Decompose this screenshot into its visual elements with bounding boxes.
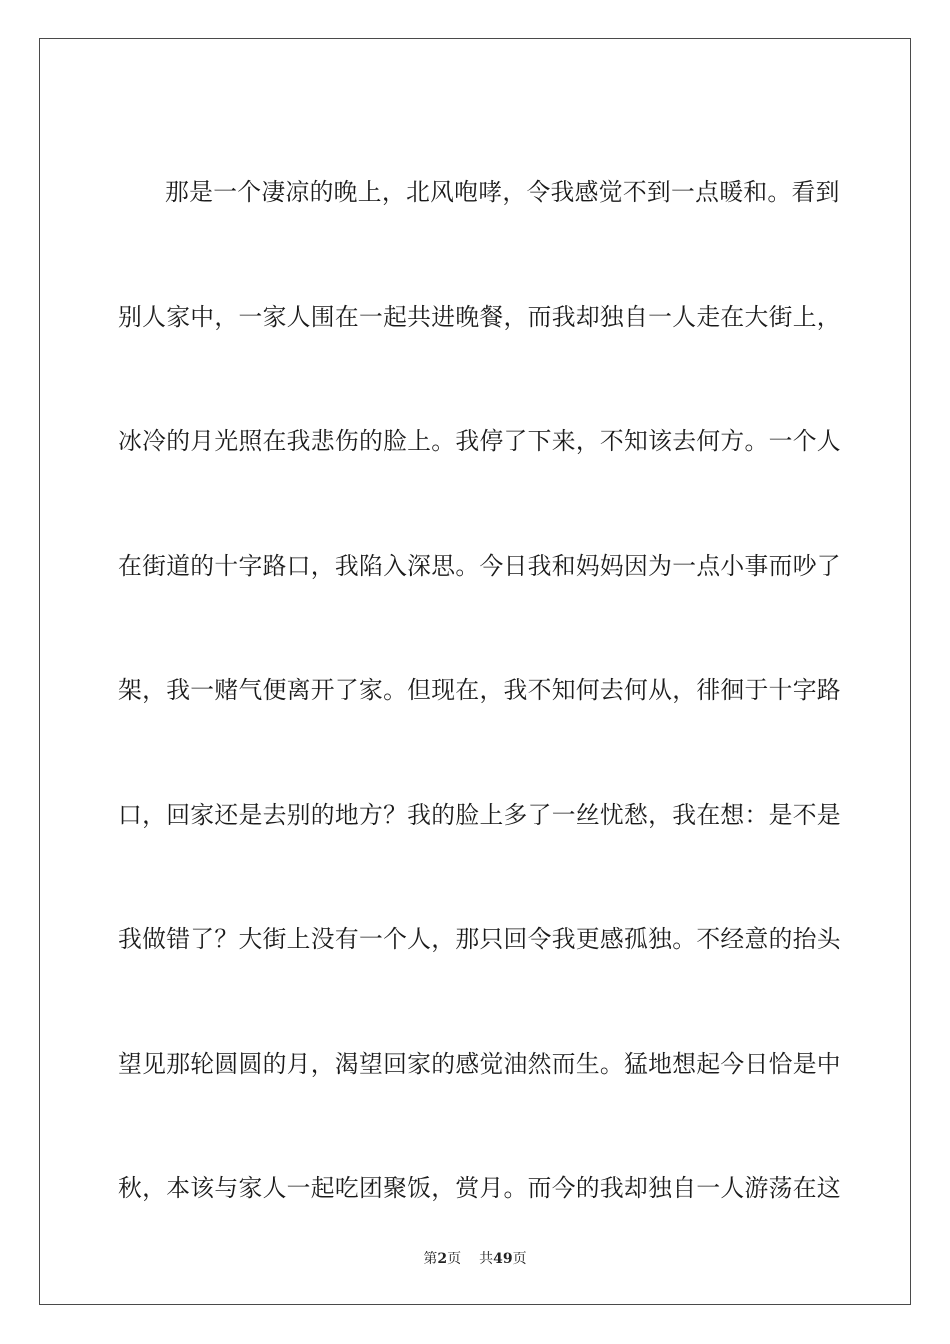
document-body xyxy=(118,130,841,1251)
total-pages: 49 xyxy=(493,1251,513,1267)
text-line: 我做错了？大街上没有一个人，那只回令我更感孤独。不经意的抬头 xyxy=(118,925,841,953)
total-suffix: 页 xyxy=(512,1251,527,1267)
page-prefix: 第 xyxy=(423,1251,438,1267)
text-line: 秋，本该与家人一起吃团聚饭，赏月。而今的我却独自一人游荡在这 xyxy=(118,1174,841,1202)
text-line: 架，我一赌气便离开了家。但现在，我不知何去何从，徘徊于十字路 xyxy=(118,676,841,704)
total-prefix: 共 xyxy=(479,1251,494,1267)
page-number: 2 xyxy=(437,1251,448,1267)
text-line: 口，回家还是去别的地方？我的脸上多了一丝忧愁，我在想：是不是 xyxy=(118,800,841,829)
text-line: 在街道的十字路口，我陷入深思。今日我和妈妈因为一点小事而吵了 xyxy=(118,551,841,580)
text-line: 别人家中，一家人围在一起共进晚餐，而我却独自一人走在大街上， xyxy=(118,302,841,331)
text-line: 望见那轮圆圆的月，渴望回家的感觉油然而生。猛地想起今日恰是中 xyxy=(118,1049,841,1078)
page-suffix: 页 xyxy=(447,1251,462,1267)
text-line: 那是一个凄凉的晚上，北风咆哮，令我感觉不到一点暖和。看到 xyxy=(165,178,840,206)
page-footer xyxy=(0,1248,950,1268)
text-line: 冰冷的月光照在我悲伤的脸上。我停了下来，不知该去何方。一个人 xyxy=(118,427,841,455)
